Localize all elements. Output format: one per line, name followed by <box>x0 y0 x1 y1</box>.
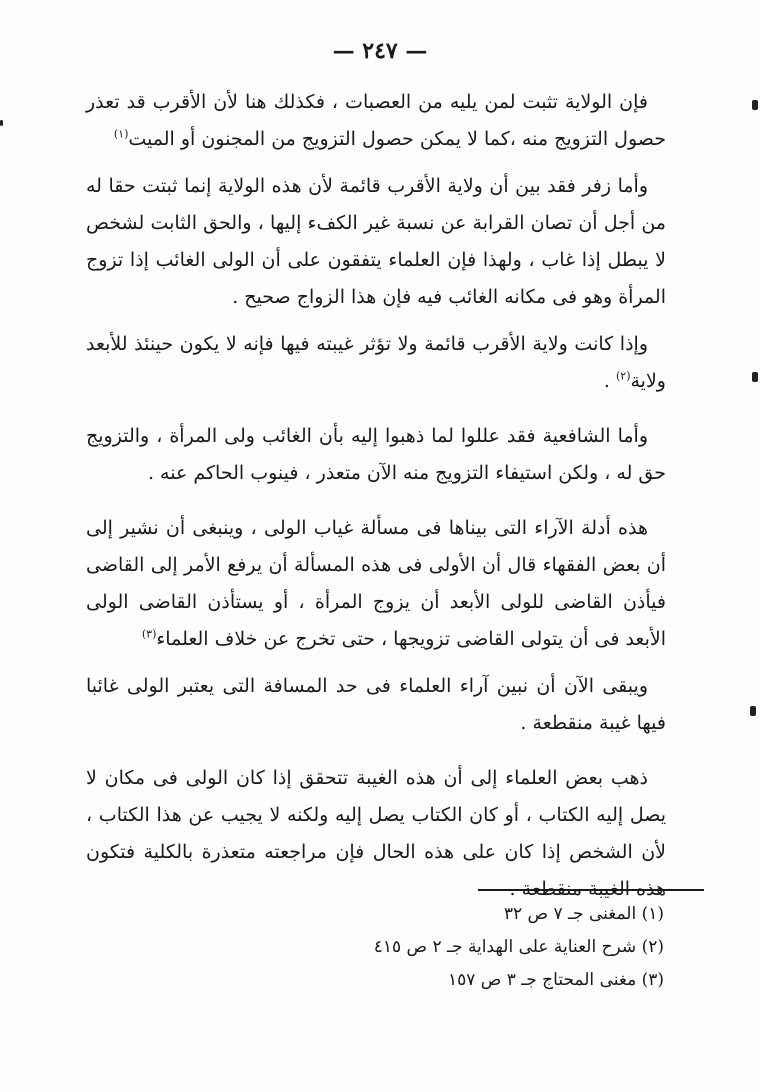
paragraph-2 <box>86 168 666 316</box>
paragraph-1-text: فإن الولاية تثبت لمن يليه من العصبات ، فكذلك هنا لأن الأقرب قد تعذر حصول التزويج منه ،كما لا يمكن حصول التزويج من المجنون أو الميت <box>86 91 666 150</box>
scan-margin-mark <box>752 372 758 382</box>
footnote-1: (١) المغنى جـ ٧ ص ٣٢ <box>503 904 664 924</box>
paragraph-3-text: وإذا كانت ولاية الأقرب قائمة ولا تؤثر غيبته فيها فإنه لا يكون حينئذ للأبعد ولاية <box>86 333 666 392</box>
footnote-ref-1: (١) <box>113 127 129 141</box>
footnote-ref-2: (٢) <box>615 369 631 383</box>
main-text <box>86 84 666 918</box>
footnote-2: (٢) شرح العناية على الهداية جـ ٢ ص ٤١٥ <box>373 937 664 957</box>
scan-margin-mark <box>750 706 756 716</box>
paragraph-6-text: ويبقى الآن أن نبين آراء العلماء فى حد المسافة التى يعتبر الولى غائبا فيها غيبة منقطعة . <box>86 675 666 734</box>
paragraph-3-tail: . <box>603 370 616 392</box>
paragraph-4-text: وأما الشافعية فقد عللوا لما ذهبوا إليه بأن الغائب ولى المرأة ، والتزويج حق له ، ولكن استيفاء التزويج منه الآن متعذر ، فينوب الحاكم عنه . <box>86 425 666 484</box>
paragraph-3 <box>86 326 666 400</box>
paragraph-1 <box>86 84 666 158</box>
scan-margin-mark <box>752 100 758 110</box>
paragraph-5 <box>86 510 666 658</box>
footnotes <box>324 898 664 997</box>
paragraph-4 <box>86 418 666 492</box>
footnote-ref-3: (٣) <box>141 627 157 641</box>
footnote-divider <box>478 889 704 891</box>
scan-margin-mark <box>0 120 3 126</box>
paragraph-7 <box>86 760 666 908</box>
paragraph-2-text: وأما زفر فقد بين أن ولاية الأقرب قائمة لأن هذه الولاية إنما ثبتت حقا له من أجل أن تصان القرابة عن نسبة غير الكفء إليها ، والحق الثابت لشخص لا يبطل إذا غاب ، ولهذا فإن العلماء يتفقون على أن الولى الغائب إذا تزوج المرأة وهو فى مكانه الغائب فيه فإن هذا الزواج صحيح . <box>86 175 666 308</box>
paragraph-6 <box>86 668 666 742</box>
paragraph-5-text: هذه أدلة الآراء التى بيناها فى مسألة غياب الولى ، وينبغى أن نشير إلى أن بعض الفقهاء قال أن الأولى فى هذه المسألة أن يرفع الأمر إلى القاضى فيأذن القاضى للولى الأبعد أن يزوج المرأة ، أو يستأذن القاضى الولى الأبعد فى أن يتولى القاضى تزويجها ، حتى تخرج عن خلاف العلماء <box>86 517 666 650</box>
footnote-3: (٣) مغنى المحتاج جـ ٣ ص ١٥٧ <box>447 970 664 990</box>
paragraph-7-text: ذهب بعض العلماء إلى أن هذه الغيبة تتحقق إذا كان الولى فى مكان لا يصل إليه الكتاب ، أو كان الكتاب يصل إليه ولكنه لا يجيب عن هذا الكتاب ، لأن الشخص إذا كان على هذه الحال فإن مراجعته متعذرة بالكلية فتكون هذه الغيبة منقطعة . <box>86 767 666 900</box>
page-number: — ٢٤٧ — <box>332 38 428 64</box>
